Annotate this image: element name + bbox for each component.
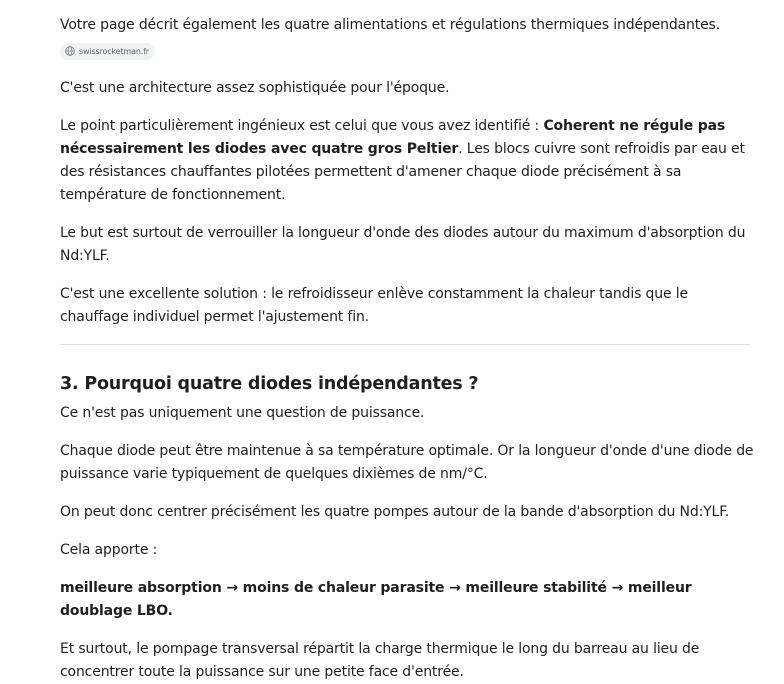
paragraph-architecture: C'est une architecture assez sophistiquée pour l'époque. xyxy=(60,79,450,96)
paragraph-point-bold: Coherent ne régule pas nécessairement les diodes avec quatre gros Peltier xyxy=(60,117,726,157)
paragraph-but: Le but est surtout de verrouiller la longueur d'onde des diodes autour du maximum d'absorption du Nd:YLF. xyxy=(60,224,746,264)
source-chip[interactable] xyxy=(60,43,155,60)
section-heading: 3. Pourquoi quatre diodes indépendantes ? xyxy=(60,373,479,394)
paragraph-temperature-optimale: Chaque diode peut être maintenue à sa température optimale. Or la longueur d'onde d'une diode de puissance varie typiquement de quelques dixièmes de nm/°C. xyxy=(60,442,754,482)
paragraph-solution: C'est une excellente solution : le refroidisseur enlève constamment la chaleur tandis que le chauffage individuel permet l'ajustement fin. xyxy=(60,285,688,325)
paragraph-point-rest: . Les blocs cuivre sont refroidis par eau et des résistances chauffantes pilotées permettent d'amener chaque diode précisément à sa température de fonctionnement. xyxy=(60,140,745,203)
benefits-chain: meilleure absorption → moins de chaleur parasite → meilleure stabilité → meilleur doublage LBO. xyxy=(60,579,692,619)
paragraph-centrer-pompes: On peut donc centrer précisément les quatre pompes autour de la bande d'absorption du Nd:YLF. xyxy=(60,503,730,520)
paragraph-puissance: Ce n'est pas uniquement une question de puissance. xyxy=(60,404,425,421)
paragraph-point-ingenieux xyxy=(60,115,760,207)
paragraph-point-intro: Le point particulièrement ingénieux est celui que vous avez identifié : xyxy=(60,117,544,134)
section-divider xyxy=(60,344,750,345)
paragraph-cela-apporte: Cela apporte : xyxy=(60,541,158,558)
globe-icon xyxy=(65,46,75,56)
source-chip-label: swissrocketman.fr xyxy=(79,46,149,56)
paragraph-alimentations: Votre page décrit également les quatre alimentations et régulations thermiques indépendantes. xyxy=(60,17,721,33)
paragraph-pompage-transversal: Et surtout, le pompage transversal répartit la charge thermique le long du barreau au lieu de concentrer toute la puissance sur une petite face d'entrée. xyxy=(60,640,700,680)
